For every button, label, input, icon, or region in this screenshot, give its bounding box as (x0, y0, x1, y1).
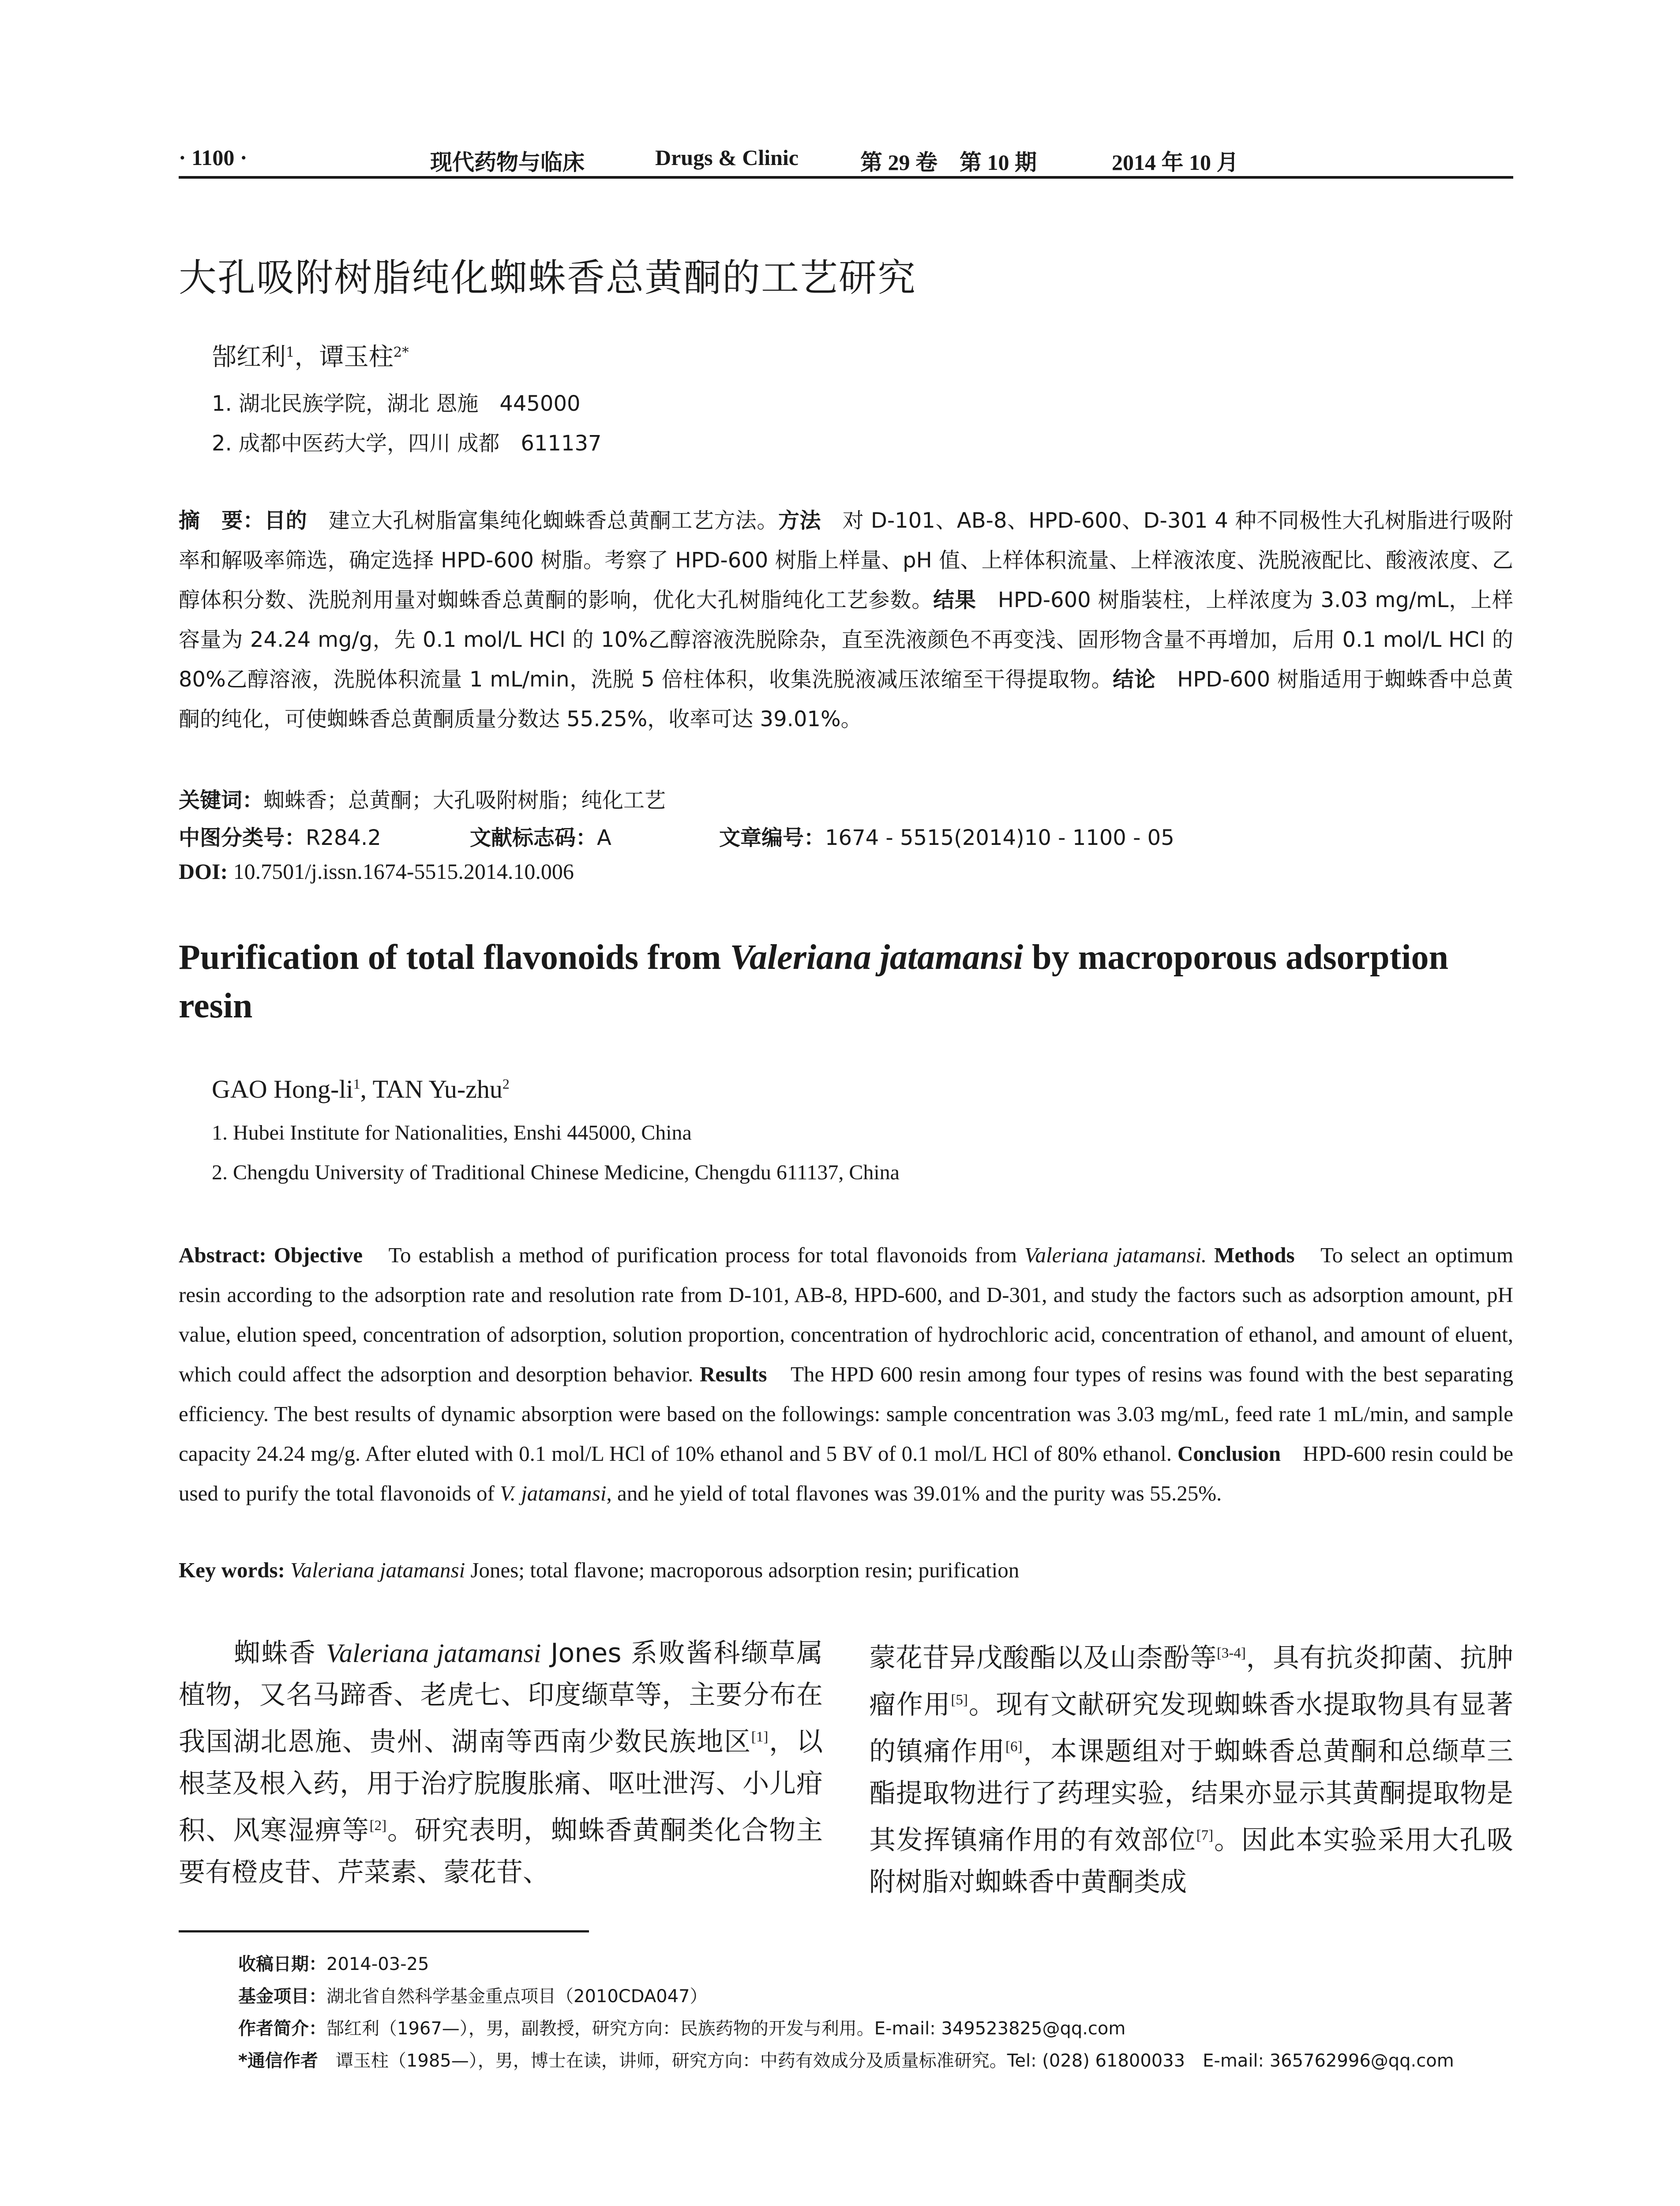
title-en (179, 933, 1524, 1030)
citation-ref: [3-4] (1216, 1645, 1246, 1661)
body-text: 蒙花苷异戊酸酯以及山柰酚等 (869, 1643, 1217, 1673)
footnote-rule (179, 1930, 589, 1932)
page-number: · 1100 · (179, 145, 248, 170)
abstract-en-label: Abstract: Objective (179, 1243, 363, 1267)
conclusion-en-text-b: , and he yield of total flavones was 39.01% and the purity was 55.25%. (606, 1481, 1222, 1505)
body-text: 。因此本实验采用大孔吸附树脂对蜘蛛香中黄酮类成 (869, 1825, 1514, 1898)
title-en-part1: Purification of total flavonoids from (179, 938, 730, 977)
body-column-right (869, 1632, 1513, 1903)
citation-ref: [2] (369, 1818, 387, 1834)
title-en-species: Valeriana jatamansi (730, 938, 1024, 977)
body-text: 。现有文献研究发现蜘蛛香水提取物具有显著的镇痛作用 (869, 1689, 1514, 1767)
results-text: HPD-600 树脂装柱，上样浓度为 3.03 mg/mL，上样容量为 24.24 mg/g，先 0.1 mol/L HCl 的 10%乙醇溶液洗脱除杂，直至洗液颜色不再变浅、固形物含量不再增加，后用 0.1 mol/L HCl 的 80%乙醇溶液，洗脱体积流量 1 mL/min，洗脱 5 倍柱体积，收集洗脱液减压浓缩至干得提取物。 (179, 588, 1513, 692)
article-number (719, 821, 1174, 851)
objective-text: 建立大孔树脂富集纯化蜘蛛香总黄酮工艺方法。 (307, 508, 778, 533)
body-text: ，具有抗炎抑菌、抗肿瘤作用 (869, 1643, 1514, 1720)
footnote-label: 基金项目： (238, 1986, 326, 2007)
clc-value: R284.2 (306, 825, 381, 850)
abstract-cn-label: 摘 要： (179, 508, 265, 533)
body-text: 。研究表明，蜘蛛香黄酮类化合物主要有橙皮苷、芹菜素、蒙花苷、 (179, 1815, 823, 1888)
footnote-label: *通信作者 (238, 2051, 318, 2071)
conclusion-label: 结论 (1113, 667, 1156, 692)
methods-label: 方法 (778, 508, 821, 533)
keywords-cn-label: 关键词： (179, 788, 264, 813)
classification-line (179, 821, 1513, 850)
results-en-text: The HPD 600 resin among four types of resins was found with the best separating efficiency. The best results of dynamic absorption were based on the followings: sample concentration was 3.03 mg/mL, feed rate 1 mL/min, and sample capacity 24.24 mg/g. After eluted with 0.1 mol/L HCl of 10% ethanol and 5 BV of 0.1 mol/L HCl of 80% ethanol. (179, 1362, 1514, 1466)
footnote-text: 谭玉柱（1985—），男，博士在读，讲师，研究方向：中药有效成分及质量标准研究。Tel: (028) 61800033 E-mail: 365762996@qq.com (318, 2051, 1454, 2071)
keywords-en-label: Key words: (179, 1558, 285, 1582)
results-label: 结果 (933, 588, 976, 612)
author-2: 谭玉柱 (319, 343, 394, 371)
author-en-1-affil: 1 (353, 1076, 360, 1092)
author-2-affil: 2* (393, 344, 409, 360)
body-column-left (179, 1632, 823, 1894)
objective-label: 目的 (264, 508, 308, 533)
objective-en-text: To establish a method of purification process for total flavonoids from (363, 1243, 1024, 1267)
footnote-text: 2014-03-25 (326, 1954, 429, 1974)
journal-name-en: Drugs & Clinic (655, 145, 799, 170)
body-species: Valeriana jatamansi (326, 1639, 541, 1668)
doi-line (179, 859, 574, 884)
conclusion-text: HPD-600 树脂适用于蜘蛛香中总黄酮的纯化，可使蜘蛛香总黄酮质量分数达 55.25%，收率可达 39.01%。 (179, 667, 1513, 732)
citation-ref: [6] (1005, 1739, 1023, 1755)
abstract-en (179, 1235, 1513, 1513)
body-text: ，本课题组对于蜘蛛香总黄酮和总缬草三酯提取物进行了药理实验，结果亦显示其黄酮提取物是其发挥镇痛作用的有效部位 (869, 1736, 1514, 1856)
doi-value: 10.7501/j.issn.1674-5515.2014.10.006 (233, 859, 574, 884)
keywords-cn-text: 蜘蛛香；总黄酮；大孔吸附树脂；纯化工艺 (263, 788, 666, 813)
title-en-part2: by macroporous adsorption resin (179, 938, 1449, 1025)
body-text: Jones 系败酱科缬草属植物，又名马蹄香、老虎七、印度缬草等，主要分布在我国湖北恩施、贵州、湖南等西南少数民族地区 (179, 1638, 823, 1757)
citation-ref: [7] (1196, 1827, 1214, 1843)
keywords-en-species: Valeriana jatamansi (290, 1558, 465, 1582)
body-text: 蜘蛛香 (179, 1638, 326, 1669)
footnote-author-bio (238, 2015, 1518, 2040)
methods-en-label: Methods (1207, 1243, 1295, 1267)
conclusion-en-species: V. jatamansi (500, 1481, 607, 1505)
footnote-text: 郜红利（1967—），男，副教授，研究方向：民族药物的开发与利用。E-mail: 349523825@qq.com (326, 2018, 1126, 2039)
footnote-label: 作者简介： (238, 2018, 326, 2039)
footnote-corresponding (238, 2047, 1518, 2072)
authors-en (212, 1074, 510, 1104)
header-rule (179, 176, 1513, 179)
author-en-2: TAN Yu-zhu (372, 1075, 502, 1103)
running-header (179, 140, 1513, 176)
keywords-en (179, 1557, 1513, 1583)
author-1-affil: 1 (286, 344, 295, 360)
author-en-sep: , (360, 1075, 373, 1103)
issue-date: 2014 年 10 月 (1112, 150, 1239, 175)
doi-label: DOI: (179, 859, 228, 884)
author-en-2-affil: 2 (502, 1076, 510, 1092)
keywords-en-text: Jones; total flavone; macroporous adsorption resin; purification (465, 1558, 1020, 1582)
footnote-label: 收稿日期： (238, 1954, 326, 1974)
title-cn: 大孔吸附树脂纯化蜘蛛香总黄酮的工艺研究 (179, 256, 916, 300)
affiliation-cn-1: 1. 湖北民族学院，湖北 恩施 445000 (212, 391, 581, 416)
author-en-1: GAO Hong-li (212, 1075, 353, 1103)
results-en-label: Results (693, 1362, 767, 1386)
clc-code (179, 821, 381, 851)
affiliation-en-1: 1. Hubei Institute for Nationalities, Enshi 445000, China (212, 1121, 692, 1144)
doc-value: A (597, 825, 611, 850)
affiliation-en-2: 2. Chengdu University of Traditional Chinese Medicine, Chengdu 611137, China (212, 1161, 900, 1184)
clc-label: 中图分类号： (179, 825, 306, 850)
methods-en-text: To select an optimum resin according to the adsorption rate and resolution rate from D-101, AB-8, HPD-600, and D-301, and study the factors such as adsorption amount, pH value, elution speed, concentration of adsorption, solution proportion, concentration of hydrochloric acid, concentration of ethanol, and amount of eluent, which could affect the adsorption and desorption behavior. (179, 1243, 1514, 1386)
citation-ref: [5] (951, 1692, 968, 1708)
conclusion-en-text-a: HPD-600 resin could be used to purify the total flavonoids of (179, 1441, 1514, 1505)
article-label: 文章编号： (719, 825, 825, 850)
volume-issue: 第 29 卷 第 10 期 (860, 150, 1037, 175)
authors-cn (212, 338, 409, 373)
footnote-text: 湖北省自然科学基金重点项目（2010CDA047） (326, 1986, 708, 2007)
citation-ref: [1] (751, 1729, 769, 1745)
author-1: 郜红利 (212, 343, 286, 371)
doc-code (470, 821, 611, 851)
objective-en-species: Valeriana jatamansi. (1024, 1243, 1207, 1267)
conclusion-en-label: Conclusion (1171, 1441, 1281, 1466)
body-text: ，以根茎及根入药，用于治疗脘腹胀痛、呕吐泄泻、小儿疳积、风寒湿痹等 (179, 1726, 823, 1846)
affiliation-cn-2: 2. 成都中医药大学，四川 成都 611137 (212, 431, 602, 456)
footnote-fund (238, 1982, 1518, 2007)
keywords-cn (179, 783, 666, 814)
article-value: 1674 - 5515(2014)10 - 1100 - 05 (825, 825, 1174, 850)
abstract-cn (179, 501, 1513, 739)
footnote-received (238, 1950, 1518, 1975)
methods-text: 对 D-101、AB-8、HPD-600、D-301 4 种不同极性大孔树脂进行吸附率和解吸率筛选，确定选择 HPD-600 树脂。考察了 HPD-600 树脂上样量、pH 值、上样体积流量、上样液浓度、洗脱液配比、酸液浓度、乙醇体积分数、洗脱剂用量对蜘蛛香总黄酮的影响，优化大孔树脂纯化工艺参数。 (179, 508, 1513, 612)
journal-name-cn: 现代药物与临床 (430, 150, 585, 175)
doc-label: 文献标志码： (470, 825, 597, 850)
author-sep: ， (294, 343, 319, 371)
